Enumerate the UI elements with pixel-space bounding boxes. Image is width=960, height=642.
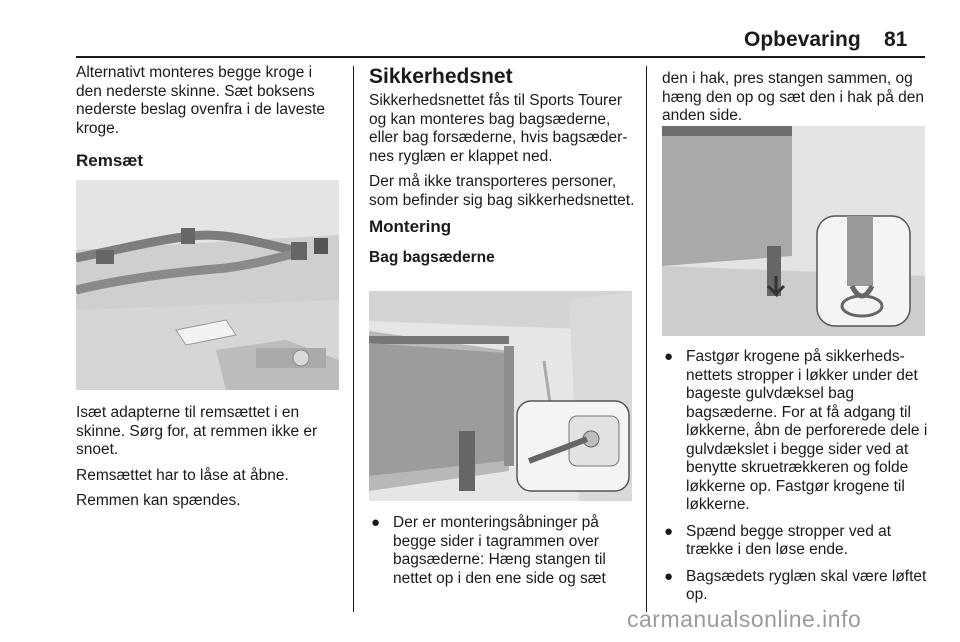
heading-sikkerhedsnet: Sikkerhedsnet [369, 65, 513, 88]
list-item: ● Der er monteringsåbninger på begge sider i tagrammen over bagsæderne: Hæng stangen til nettet op i den ene side og sæt [371, 514, 606, 587]
strap-paragraph-3: Remmen kan spændes. [76, 492, 241, 509]
column-2 [369, 64, 635, 271]
column-2-lower [369, 514, 635, 596]
mounting-bullets [369, 514, 635, 588]
page-number: 81 [884, 28, 908, 51]
fastening-bullets [662, 348, 928, 605]
continued-paragraph: den i hak, pres stangen sammen, og hæng den op og sæt den i hak på den anden side. [662, 70, 924, 124]
strap-paragraph-1: Isæt adapterne til remsættet i en skinne. Sørg for, at remmen ikke er snoet. [76, 404, 318, 458]
bullet-icon: ● [664, 522, 674, 540]
heading-bag-bagsaederne: Bag bagsæderne [369, 248, 495, 266]
column-divider [353, 66, 354, 612]
column-1 [76, 64, 342, 183]
column-1-lower [76, 404, 342, 518]
list-item: ● Fastgør krogene på sikkerhedsnettets stropper i løkker under det bageste gulvdæksel bag bagsæderne. For at få adgang til løkkerne, åbn de perforerede dele i gulvdækslet i begge sider ved at benytte skruetrækkeren og folde løkkerne op. Fastgør krogene til løkkerne. [664, 348, 928, 513]
strap-paragraph-2: Remsættet har to låse at åbne. [76, 466, 289, 484]
heading-montering: Montering [369, 217, 452, 236]
net-mounting-illustration [369, 291, 632, 501]
watermark: carmanualsonline.info [627, 606, 862, 632]
bullet-icon: ● [664, 567, 674, 585]
column-divider [646, 66, 647, 612]
list-item: ● Spænd begge stropper ved at trække i den løse ende. [664, 522, 892, 558]
column-3 [662, 70, 928, 133]
strap-set-illustration [76, 180, 339, 390]
heading-remsaet: Remsæt [76, 151, 144, 170]
net-paragraph-2: Der må ikke transporteres personer, som befinder sig bag sikkerhedsnettet. [369, 173, 635, 209]
strap-hook-illustration [662, 126, 925, 336]
page-section-title: Opbevaring [744, 28, 861, 51]
intro-paragraph: Alternativt monteres begge kroge i den nederste skinne. Sæt boksens nederste beslag ovenfra i de laveste kroge. [76, 64, 326, 137]
list-item: ● Bagsædets ryglæn skal være løftet op. [664, 567, 927, 603]
bullet-icon: ● [371, 514, 381, 531]
net-paragraph-1: Sikkerhedsnettet fås til Sports Tourer og kan monteres bag bagsæderne, eller bag forsæderne, hvis bagsædernes ryglæn er klappet ned. [369, 92, 628, 165]
bullet-icon: ● [664, 348, 674, 365]
header-rule [76, 56, 925, 58]
column-3-lower [662, 348, 928, 613]
